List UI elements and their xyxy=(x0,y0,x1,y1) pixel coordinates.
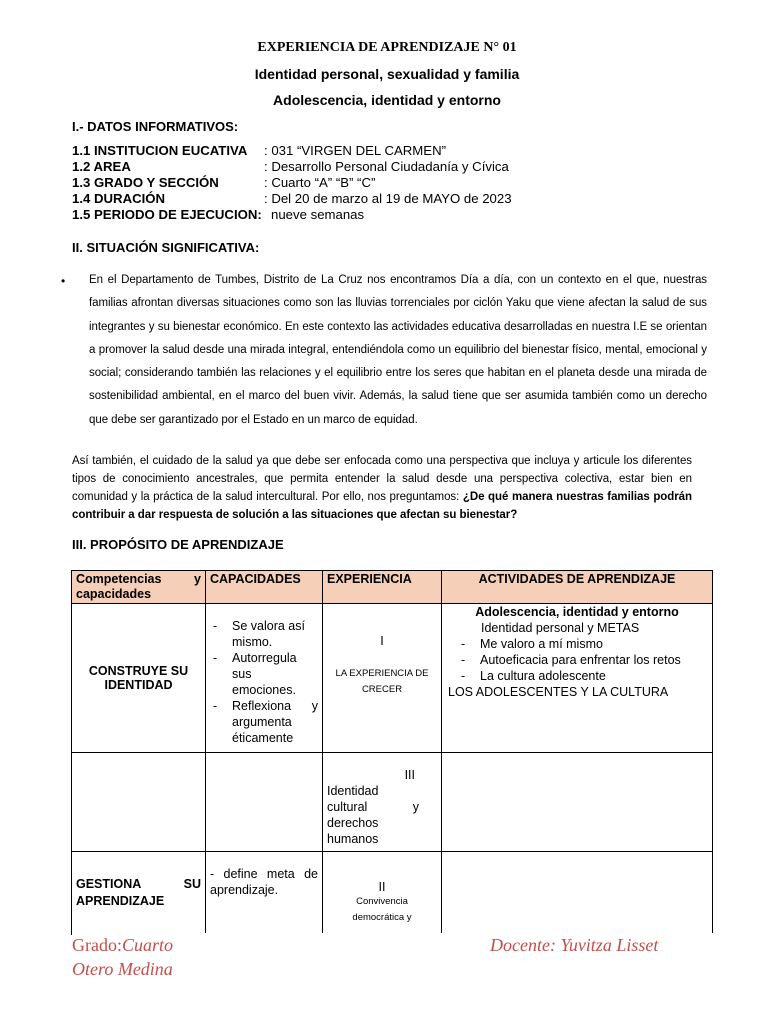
capacidades-cell xyxy=(206,604,323,753)
datos-value: : Del 20 de marzo al 19 de MAYO de 2023 xyxy=(264,191,512,206)
competencia-cell: CONSTRUYE SU IDENTIDAD xyxy=(72,604,206,753)
footer xyxy=(72,933,768,1019)
datos-key: 1.4 DURACIÓN xyxy=(72,191,166,206)
experiencia-cell xyxy=(323,753,442,852)
situacion-paragraph: En el Departamento de Tumbes, Distrito de La Cruz nos encontramos Día a día, con un contexto en el que, nuestras familias afrontan diversas situaciones como son las lluvias torrenciales por ciclón Yaku que viene afectan la salud de sus integrantes y su bienestar económico. En este contexto las actividades educativa desarrolladas en nuestra I.E se orientan a promover la salud desde una mirada integral, entendiéndola como un equilibrio del bienestar físico, mental, emocional y social; considerando también las relaciones y el equilibrio entre los seres que habitan en el planeta desde una mirada de sostenibilidad ambiental, en el marco del buen vivir. Además, la salud tiene que ser asumida también como un derecho que debe ser garantizado por el Estado en un marco de equidad. xyxy=(89,274,707,426)
datos-key: 1.2 AREA xyxy=(72,159,131,174)
table-row xyxy=(72,753,713,852)
experiencia-name: Identidad cultural y derechos humanos xyxy=(327,784,419,846)
datos-value: : Cuarto “A” “B” “C” xyxy=(264,175,376,190)
experiencia-cell xyxy=(323,852,442,935)
experiencia-name: Convivencia democrática y xyxy=(352,896,412,923)
situacion-paragraph-2 xyxy=(72,452,692,524)
activity-title: Adolescencia, identidad y entorno xyxy=(475,605,679,619)
datos-row xyxy=(72,191,712,207)
activity-list xyxy=(458,636,708,684)
situacion-heading: II. SITUACIÓN SIGNIFICATIVA: xyxy=(72,240,260,255)
experiencia-number: III xyxy=(404,768,415,782)
list-item: - Autorregula sus emociones. xyxy=(210,650,318,698)
datos-value: : Desarrollo Personal Ciudadanía y Cívica xyxy=(264,159,509,174)
table-row xyxy=(72,852,713,935)
actividades-cell xyxy=(442,852,713,935)
list-item: - Me valoro a mí mismo xyxy=(458,636,708,652)
datos-row xyxy=(72,159,712,175)
list-item: - Autoeficacia para enfrentar los retos xyxy=(458,652,708,668)
grado-label: Grado: xyxy=(72,935,122,955)
situacion-text: Así también, el cuidado de la salud ya que debe ser enfocada como una perspectiva que incluya y articule los diferentes tipos de conocimiento ancestrales, que permita entender la salud desde una perspectiva colectiva, estar bien en comunidad y la práctica de la salud intercultural. Por ello, nos preguntamos: xyxy=(72,455,692,503)
experiencia-number: I xyxy=(380,634,384,648)
column-header: ACTIVIDADES DE APRENDIZAJE xyxy=(442,571,713,604)
list-item: - La cultura adolescente xyxy=(458,668,708,684)
capacidades-cell: - define meta de aprendizaje. xyxy=(206,852,323,935)
column-header: EXPERIENCIA xyxy=(323,571,442,604)
datos-value: : 031 “VIRGEN DEL CARMEN” xyxy=(264,143,446,158)
datos-value: nueve semanas xyxy=(271,207,365,222)
document-subtitle-2: Adolescencia, identidad y entorno xyxy=(273,92,501,108)
column-header: CAPACIDADES xyxy=(206,571,323,604)
datos-row xyxy=(72,143,712,159)
grado-value: Cuarto xyxy=(121,935,173,955)
datos-key: 1.1 INSTITUCION EUCATIVA xyxy=(72,143,248,158)
capacidades-list xyxy=(210,618,318,746)
proposito-table xyxy=(71,570,713,935)
actividades-cell xyxy=(442,604,713,753)
datos-heading: I.- DATOS INFORMATIVOS: xyxy=(72,119,239,134)
docente-label: Docente: Yuvitza Lisset xyxy=(490,935,659,955)
grado-tail: Otero Medina xyxy=(72,959,173,979)
datos-key: 1.3 GRADO Y SECCIÓN xyxy=(72,175,219,190)
competencia-cell xyxy=(72,753,206,852)
datos-row xyxy=(72,175,712,191)
table-row xyxy=(72,604,713,753)
list-item: - Se valora así mismo. xyxy=(210,618,318,650)
column-header: Competencias y capacidades xyxy=(72,571,206,604)
capacidades-cell xyxy=(206,753,323,852)
competencia-cell: GESTIONA SU APRENDIZAJE xyxy=(72,852,206,935)
bullet-icon: • xyxy=(61,274,66,288)
experiencia-cell xyxy=(323,604,442,753)
datos-row xyxy=(72,207,712,223)
datos-key: 1.5 PERIODO DE EJECUCION: xyxy=(72,207,262,222)
document-subtitle: Identidad personal, sexualidad y familia xyxy=(254,66,520,82)
situacion-question: ¿De qué manera nuestras familias podrán contribuir a dar respuesta de solución a las situaciones que afectan su bienestar? xyxy=(72,491,692,521)
experiencia-number: II xyxy=(378,880,386,894)
experience-title: EXPERIENCIA DE APRENDIZAJE N° 01 xyxy=(257,40,517,55)
list-item: - Reflexiona y argumenta éticamente xyxy=(210,698,318,746)
activity-subtitle: Identidad personal y METAS xyxy=(481,621,640,635)
table-header-row xyxy=(72,571,713,604)
actividades-cell xyxy=(442,753,713,852)
proposito-heading: III. PROPÓSITO DE APRENDIZAJE xyxy=(72,537,284,552)
activity-closing: LOS ADOLESCENTES Y LA CULTURA xyxy=(448,685,669,699)
experiencia-name: LA EXPERIENCIA DE CRECER xyxy=(335,668,429,695)
